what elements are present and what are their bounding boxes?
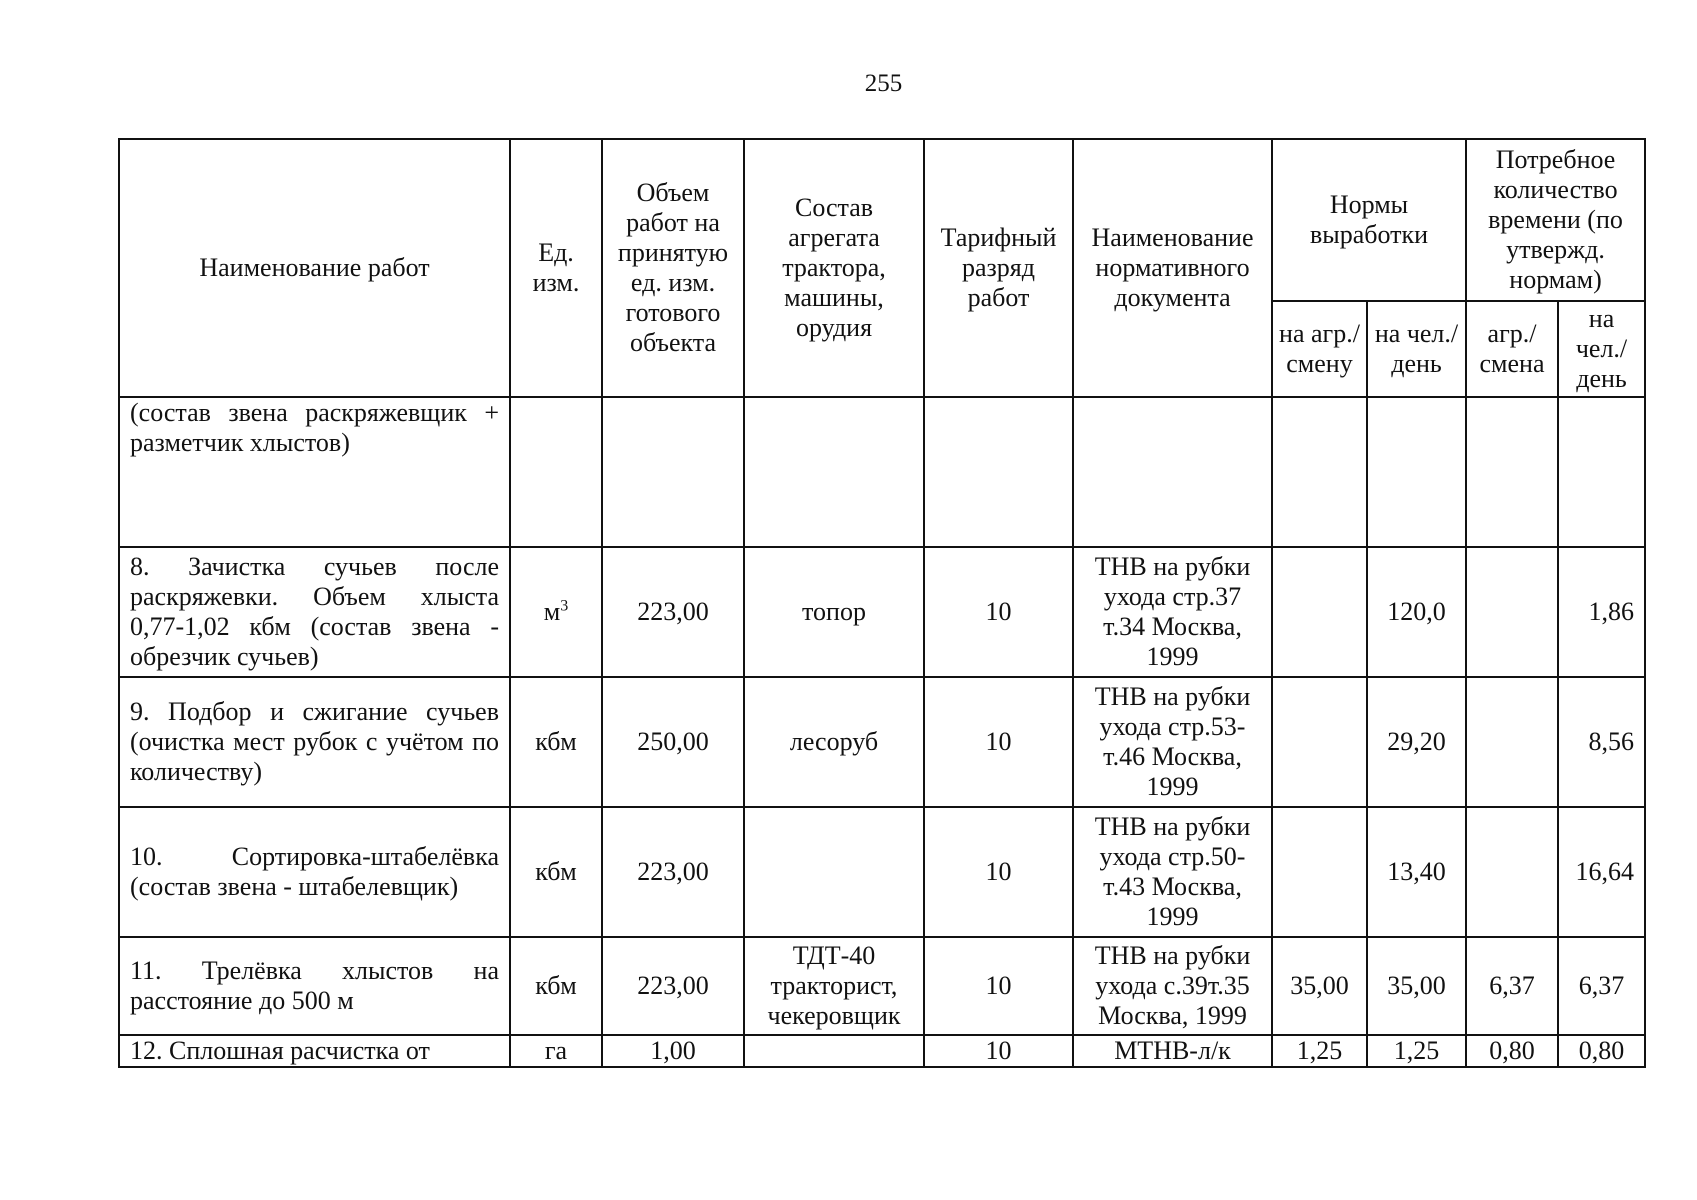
- norm-doc-cell: ТНВ на рубки ухода стр.53-т.46 Москва, 1999: [1073, 677, 1272, 807]
- volume-cell: 223,00: [602, 547, 744, 677]
- time-per-person-cell: 1,86: [1558, 547, 1645, 677]
- header-output-per-unit: на агр./ смену: [1272, 301, 1367, 397]
- time-per-person-cell: 6,37: [1558, 937, 1645, 1035]
- output-per-unit-cell: 1,25: [1272, 1035, 1367, 1067]
- unit-superscript: 3: [560, 597, 569, 615]
- work-name-cell: 11. Трелёвка хлыстов на расстояние до 500 м: [119, 937, 510, 1035]
- output-per-person-cell: 120,0: [1367, 547, 1466, 677]
- header-output-norms: Нормы выработки: [1272, 139, 1466, 301]
- time-per-unit-cell: [1466, 547, 1558, 677]
- time-per-person-cell: [1558, 397, 1645, 547]
- norm-doc-cell: ТНВ на рубки ухода с.39т.35 Москва, 1999: [1073, 937, 1272, 1035]
- work-name-cell: (состав звена раскряжевщик + разметчик хлыстов): [119, 397, 510, 547]
- header-tariff: Тарифный разряд работ: [924, 139, 1073, 397]
- time-per-unit-cell: [1466, 677, 1558, 807]
- time-per-person-cell: 16,64: [1558, 807, 1645, 937]
- table-row: [119, 677, 1645, 807]
- output-per-person-cell: 1,25: [1367, 1035, 1466, 1067]
- tariff-cell: [924, 397, 1073, 547]
- volume-cell: 1,00: [602, 1035, 744, 1067]
- header-time-per-person: на чел./ день: [1558, 301, 1645, 397]
- composition-cell: ТДТ-40 тракторист, чекеровщик: [744, 937, 924, 1035]
- table-row: [119, 937, 1645, 1035]
- unit-cell: [510, 397, 602, 547]
- unit-cell: кбм: [510, 677, 602, 807]
- tariff-cell: 10: [924, 1035, 1073, 1067]
- header-norm-doc: Наименование нормативного документа: [1073, 139, 1272, 397]
- unit-text: м: [543, 597, 561, 627]
- time-per-unit-cell: [1466, 397, 1558, 547]
- output-per-person-cell: 35,00: [1367, 937, 1466, 1035]
- work-norms-table: [118, 138, 1646, 1068]
- time-per-unit-cell: 6,37: [1466, 937, 1558, 1035]
- composition-cell: топор: [744, 547, 924, 677]
- page-number: 255: [864, 70, 903, 97]
- time-per-unit-cell: [1466, 807, 1558, 937]
- output-per-unit-cell: [1272, 397, 1367, 547]
- tariff-cell: 10: [924, 937, 1073, 1035]
- time-per-person-cell: 8,56: [1558, 677, 1645, 807]
- tariff-cell: 10: [924, 677, 1073, 807]
- norm-doc-cell: МТНВ-л/к: [1073, 1035, 1272, 1067]
- output-per-person-cell: [1367, 397, 1466, 547]
- volume-cell: [602, 397, 744, 547]
- header-unit: Ед. изм.: [510, 139, 602, 397]
- output-per-person-cell: 13,40: [1367, 807, 1466, 937]
- composition-cell: [744, 1035, 924, 1067]
- work-name-cell: 12. Сплошная расчистка от: [119, 1035, 510, 1067]
- norm-doc-cell: ТНВ на рубки ухода стр.37 т.34 Москва, 1999: [1073, 547, 1272, 677]
- header-time-needed: Потребное количество времени (по утвержд. нормам): [1466, 139, 1645, 301]
- norm-doc-cell: ТНВ на рубки ухода стр.50-т.43 Москва, 1999: [1073, 807, 1272, 937]
- table-row: [119, 547, 1645, 677]
- header-work-name: Наименование работ: [119, 139, 510, 397]
- volume-cell: 223,00: [602, 937, 744, 1035]
- table-row: [119, 397, 1645, 547]
- header-composition: Состав агрегата трактора, машины, орудия: [744, 139, 924, 397]
- unit-cell: [510, 547, 602, 677]
- output-per-unit-cell: [1272, 807, 1367, 937]
- work-name-cell: 10. Сортировка-штабелёвка (состав звена - штабелевщик): [119, 807, 510, 937]
- work-name-cell: 9. Подбор и сжигание сучьев (очистка мест рубок с учётом по количеству): [119, 677, 510, 807]
- unit-cell: кбм: [510, 807, 602, 937]
- unit-cell: кбм: [510, 937, 602, 1035]
- output-per-unit-cell: [1272, 677, 1367, 807]
- volume-cell: 223,00: [602, 807, 744, 937]
- table-row: [119, 1035, 1645, 1067]
- composition-cell: [744, 807, 924, 937]
- time-per-person-cell: 0,80: [1558, 1035, 1645, 1067]
- output-per-unit-cell: [1272, 547, 1367, 677]
- output-per-person-cell: 29,20: [1367, 677, 1466, 807]
- work-name-cell: 8. Зачистка сучьев после раскряжевки. Объем хлыста 0,77-1,02 кбм (состав звена - обрезчик сучьев): [119, 547, 510, 677]
- header-output-per-person: на чел./ день: [1367, 301, 1466, 397]
- output-per-unit-cell: 35,00: [1272, 937, 1367, 1035]
- header-time-per-unit: агр./ смена: [1466, 301, 1558, 397]
- unit-cell: га: [510, 1035, 602, 1067]
- norm-doc-cell: [1073, 397, 1272, 547]
- tariff-cell: 10: [924, 547, 1073, 677]
- header-volume: Объем работ на принятую ед. изм. готового объекта: [602, 139, 744, 397]
- composition-cell: лесоруб: [744, 677, 924, 807]
- table-row: [119, 807, 1645, 937]
- tariff-cell: 10: [924, 807, 1073, 937]
- time-per-unit-cell: 0,80: [1466, 1035, 1558, 1067]
- volume-cell: 250,00: [602, 677, 744, 807]
- composition-cell: [744, 397, 924, 547]
